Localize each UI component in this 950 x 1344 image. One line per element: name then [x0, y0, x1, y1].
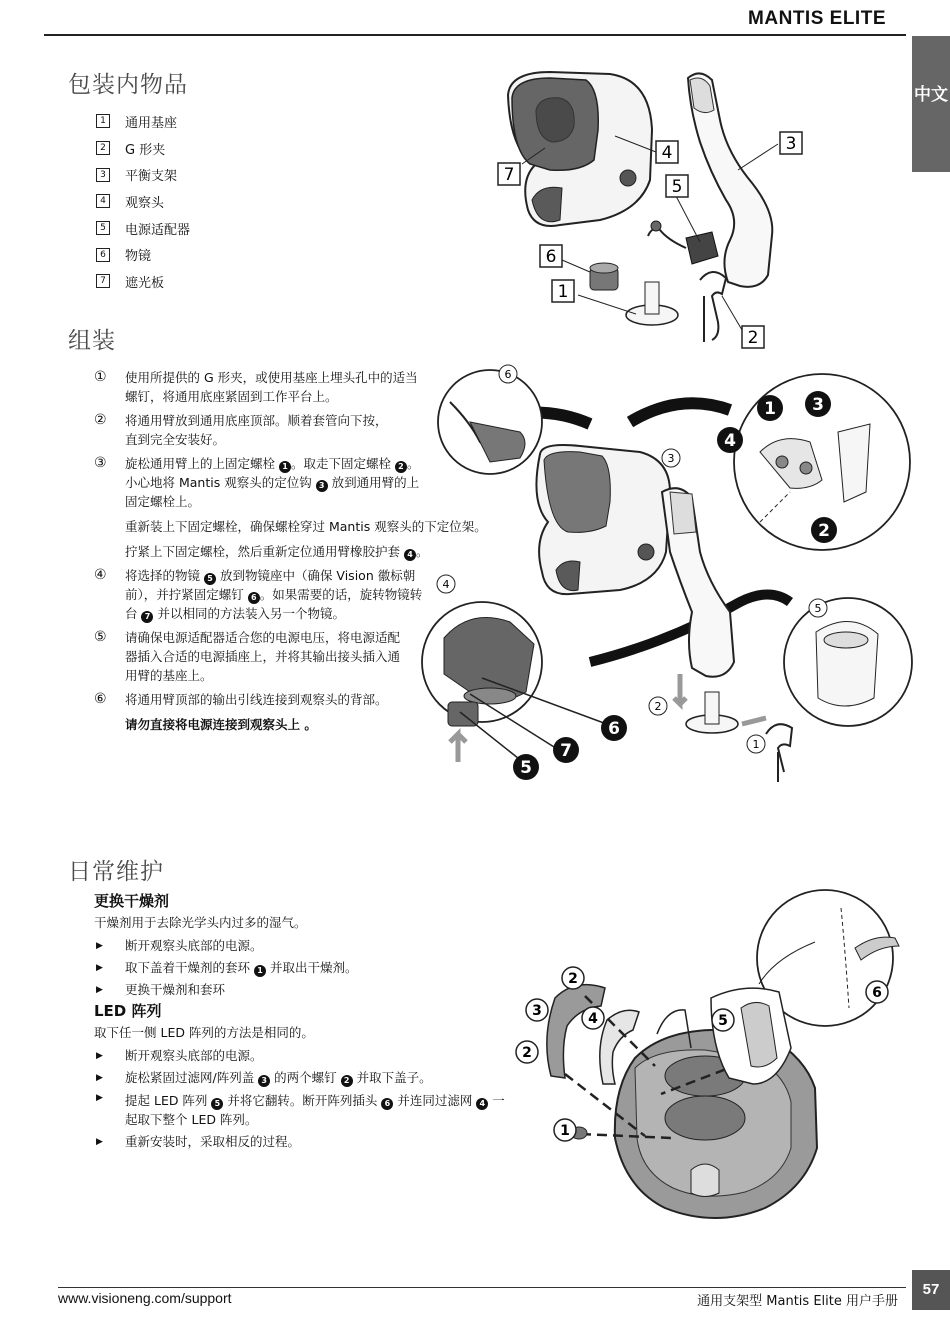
list-item: 2 G 形夹 — [96, 135, 190, 162]
callout: 7 — [560, 741, 572, 761]
list-item: 6 物镜 — [96, 241, 190, 268]
maintenance-illustration — [515, 888, 915, 1233]
callout: 1 — [560, 1123, 570, 1139]
contents-label: 1 — [557, 282, 569, 302]
list-item: ▶ 断开观察头底部的电源。 — [94, 1045, 524, 1067]
callout: 3 — [812, 395, 824, 415]
callout: 5 — [520, 758, 532, 778]
callout: 1 — [764, 399, 776, 419]
desiccant-section: 更换干燥剂 干燥剂用于去除光学头内过多的湿气。 ▶ 断开观察头底部的电源。 ▶ 取下盖着干燥剂的套环 1 并取出干燥剂。 ▶ 更换干燥剂和套环 — [94, 890, 524, 1001]
list-item: 1 通用基座 — [96, 108, 190, 135]
header-rule — [44, 34, 906, 36]
contents-label: 2 — [747, 328, 759, 348]
led-title: LED 阵列 — [94, 1002, 162, 1020]
list-item: 7 遮光板 — [96, 268, 190, 295]
contents-label: 5 — [671, 177, 683, 197]
figure-label: 4 — [442, 578, 450, 591]
desiccant-title: 更换干燥剂 — [94, 892, 170, 910]
figure-label: 1 — [752, 738, 760, 751]
callout: 4 — [588, 1011, 598, 1027]
list-item: 5 电源适配器 — [96, 215, 190, 242]
assembly-step: ⑥ 将通用臂顶部的输出引线连接到观察头的背部。 请勿直接将电源连接到观察头上 。 — [94, 690, 404, 734]
callout: 6 — [608, 719, 620, 739]
list-item: ▶ 更换干燥剂和套环 — [94, 979, 524, 1001]
assembly-step: ③ 旋松通用臂上的上固定螺栓 1 。取走下固定螺栓 2 。小心地将 Mantis 观察头的定位钩 3 放到通用臂的上固定螺栓上。 重新装上下固定螺栓，确保螺栓穿过 Mantis 观察头的下定位架。 拧紧上下固定螺栓，然后重新定位通用臂橡胶护套 4 。 — [94, 455, 487, 559]
list-item: ▶ 提起 LED 阵列 5 并将它翻转。断开阵列插头 6 并连同过滤网 4 一起取下整个 LED 阵列。 — [94, 1089, 514, 1131]
list-item: 4 观察头 — [96, 188, 190, 215]
assembly-step: ② 将通用臂放到通用底座顶部。顺着套管向下按，直到完全安装好。 — [94, 412, 388, 447]
callout: 2 — [522, 1045, 532, 1061]
figure-label: 5 — [814, 602, 822, 615]
contents-label: 4 — [661, 143, 673, 163]
contents-illustration — [490, 60, 820, 355]
list-item: ▶ 重新安装时，采取相反的过程。 — [94, 1131, 524, 1153]
callout: 5 — [718, 1013, 728, 1029]
contents-label: 6 — [545, 247, 557, 267]
parts-list — [96, 108, 190, 295]
assembly-step: ① 使用所提供的 G 形夹，或使用基座上埋头孔中的适当螺钉，将通用底座紧固到工作平台上。 — [94, 369, 418, 404]
callout: 4 — [724, 431, 736, 451]
warning-text: 请勿直接将电源连接到观察头上 。 — [125, 717, 317, 732]
figure-label: 3 — [667, 452, 675, 465]
contents-label: 3 — [785, 134, 797, 154]
figure-label: 6 — [504, 368, 512, 381]
list-item: ▶ 旋松紧固过滤网/阵列盖 3 的两个螺钉 2 并取下盖子。 — [94, 1067, 524, 1089]
assembly-title: 组装 — [68, 328, 116, 354]
list-item: ▶ 断开观察头底部的电源。 — [94, 935, 524, 957]
header-title: MANTIS ELITE — [748, 8, 886, 29]
footer-rule — [58, 1287, 906, 1288]
footer-url[interactable]: www.visioneng.com/support — [58, 1290, 232, 1306]
page-number: 57 — [912, 1270, 950, 1310]
language-tab: 中文 — [912, 36, 950, 172]
assembly-step: ④ 将选择的物镜 5 放到物镜座中（确保 Vision 徽标朝前），并拧紧固定螺钉 6 。如果需要的话，旋转物镜转台 7 并以相同的方法装入另一个物镜。 — [94, 567, 423, 621]
assembly-step: ⑤ 请确保电源适配器适合您的电源电压，将电源适配器插入合适的电源插座上，并将其输出接头插入通用臂的基座上。 — [94, 629, 401, 683]
callout: 2 — [568, 971, 578, 987]
maintenance-title: 日常维护 — [68, 859, 164, 885]
callout: 2 — [818, 521, 830, 541]
assembly-illustration — [430, 362, 915, 792]
list-item: ▶ 取下盖着干燥剂的套环 1 并取出干燥剂。 — [94, 957, 524, 979]
callout: 6 — [872, 985, 882, 1001]
led-section: LED 阵列 取下任一侧 LED 阵列的方法是相同的。 ▶ 断开观察头底部的电源。 ▶ 旋松紧固过滤网/阵列盖 3 的两个螺钉 2 并取下盖子。 ▶ 提起 LED 阵列 5 并将它翻转。断开阵列插头 6 并连同过滤网 4 一起取下整个 LED 阵列。 ▶ 重新安装时，采取相反的过程。 — [94, 1000, 524, 1153]
footer-manual-title: 通用支架型 Mantis Elite 用户手册 — [697, 1294, 898, 1309]
figure-label: 2 — [654, 700, 662, 713]
contents-title: 包装内物品 — [68, 72, 188, 98]
contents-label: 7 — [503, 165, 515, 185]
callout: 3 — [532, 1003, 542, 1019]
list-item: 3 平衡支架 — [96, 161, 190, 188]
